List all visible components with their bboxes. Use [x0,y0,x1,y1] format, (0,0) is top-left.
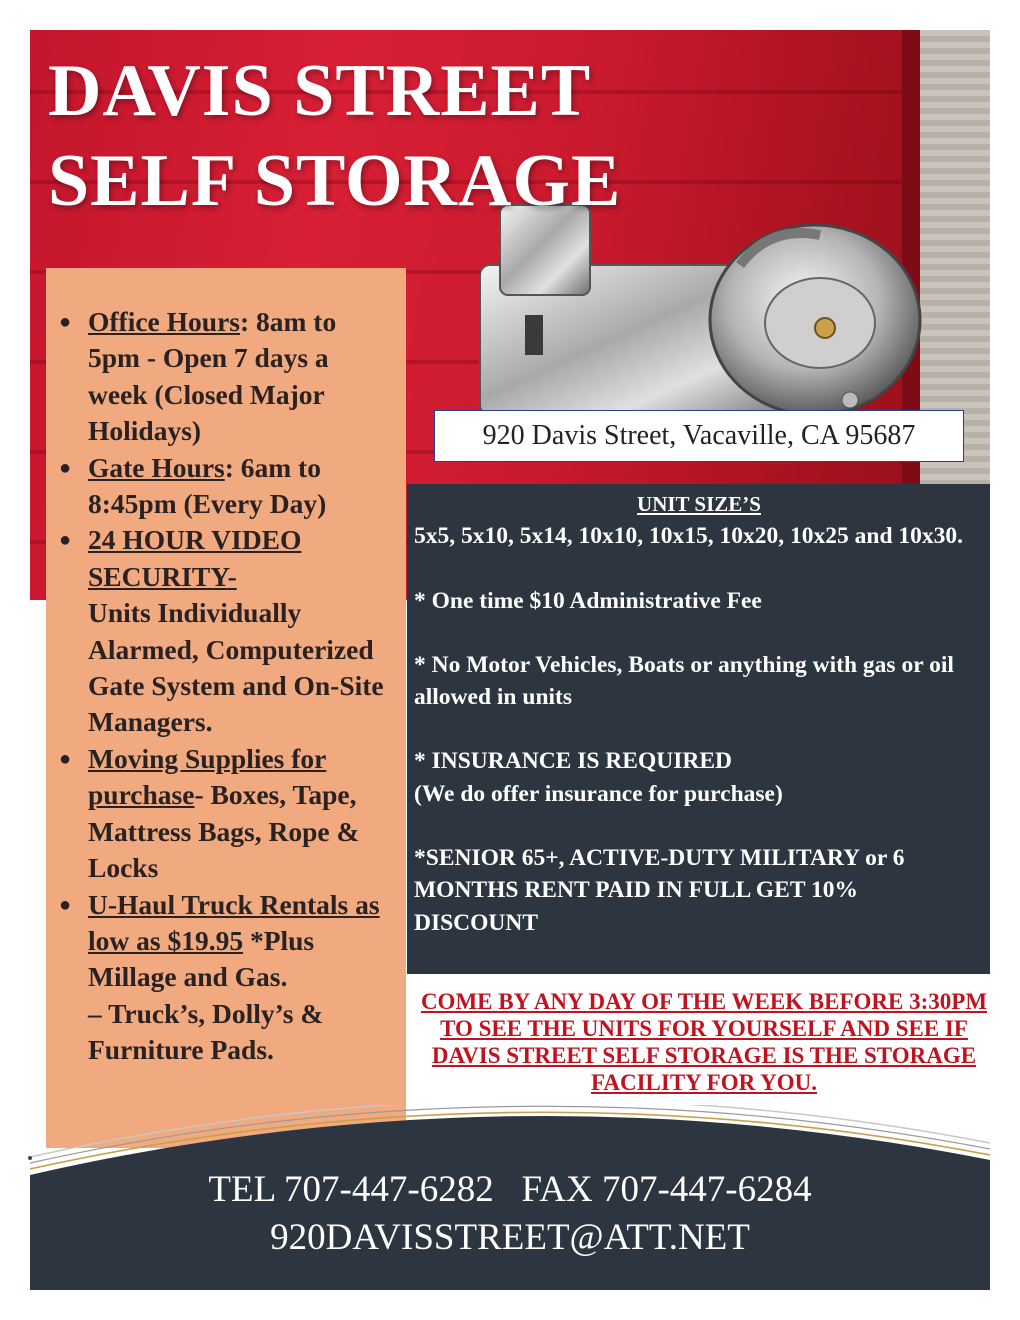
list-item-uhaul [59,887,392,1069]
bullet-icon: ● [59,893,72,916]
insurance-note-text: (We do offer insurance for purchase) [414,780,783,807]
email-line: 920DAVISSTREET@ATT.NET [270,1217,750,1258]
discount-text: *SENIOR 65+, ACTIVE-DUTY MILITARY or 6 MONTHS RENT PAID IN FULL GET 10% DISCOUNT [414,845,905,936]
bullet-icon: ● [59,456,72,479]
features-panel [46,268,406,1148]
security-text: Units Individually Alarmed, Computerized Gate System and On-Site Managers. [88,597,384,738]
list-item-gate-hours [59,450,392,523]
decorative-dot [28,1156,32,1160]
security-dash: - [227,560,237,592]
unit-info-panel [407,484,990,974]
list-item-supplies [59,741,392,887]
supplies-text: - Boxes, Tape, Mattress Bags, Rope & Locks [88,779,360,884]
unit-sizes-heading: UNIT SIZE’S [637,492,761,516]
bullet-icon: ● [59,529,72,552]
title-line-2: SELF STORAGE [48,140,622,222]
list-item-office-hours [59,304,392,450]
office-hours-label: Office Hours [88,306,240,337]
title-line-1: DAVIS STREET [48,50,592,132]
bullet-icon: ● [59,311,72,333]
list-item-security [59,522,392,740]
phone-fax-line: TEL 707-447-6282 FAX 707-447-6284 [208,1169,812,1210]
contact-info [30,1166,990,1262]
uhaul-text: *Plus Millage and Gas. [88,924,315,993]
bullet-icon: ● [59,747,72,770]
unit-sizes-list: 5x5, 5x10, 5x14, 10x10, 10x15, 10x20, 10x25 and 10x30. [414,523,964,550]
gate-hours-text: : 6am to 8:45pm (Every Day) [88,451,327,520]
address-box: 920 Davis Street, Vacaville, CA 95687 [434,410,964,462]
vehicles-policy-text: * No Motor Vehicles, Boats or anything with gas or oil allowed in units [414,651,954,711]
features-list [46,268,406,1069]
page-title [48,46,621,226]
security-label: 24 HOUR VIDEO SECURITY [88,524,302,592]
uhaul-extra: – Truck’s, Dolly’s & Furniture Pads. [88,997,324,1066]
gate-hours-label: Gate Hours [88,451,225,483]
uhaul-label: U-Haul Truck Rentals as low as $19.95 [88,888,380,956]
admin-fee-text: * One time $10 Administrative Fee [414,587,762,614]
office-hours-text: : 8am to 5pm - Open 7 days a week (Closed Major Holidays) [88,306,337,447]
supplies-label: Moving Supplies for purchase [88,742,327,811]
padlock-icon [470,195,930,435]
visit-notice: COME BY ANY DAY OF THE WEEK BEFORE 3:30PM TO SEE THE UNITS FOR YOURSELF AND SEE IF DAVIS STREET SELF STORAGE IS THE STORAGE FACILITY FOR YOU. [420,989,988,1095]
insurance-required-text: * INSURANCE IS REQUIRED [414,748,732,775]
